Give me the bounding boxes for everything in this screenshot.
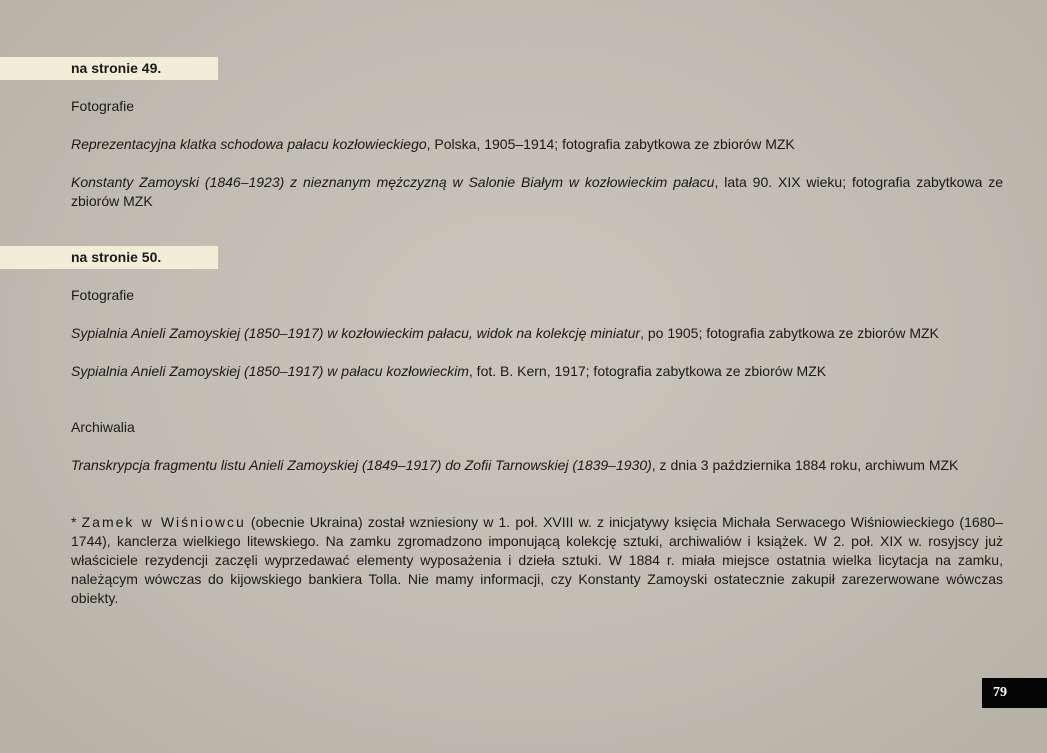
caption-details: , Polska, 1905–1914; fotografia zabytkowa ze zbiorów MZK [426, 136, 795, 152]
section-header-page-49 [0, 57, 218, 80]
caption-details: , lata 90. XIX wieku; fotografia zabytkowa ze zbiorów MZK [71, 174, 1004, 209]
caption-entry [71, 173, 1003, 211]
caption-details: , fot. B. Kern, 1917; fotografia zabytkowa ze zbiorów MZK [468, 363, 827, 379]
caption-title: Sypialnia Anieli Zamoyskiej (1850–1917) w kozłowieckim pałacu, widok na kolekcję miniatur [71, 325, 641, 341]
page-number: 79 [993, 685, 1007, 700]
caption-entry [71, 324, 1003, 343]
caption-entry [71, 362, 1003, 381]
caption-entry [71, 135, 1003, 154]
footnote-text: (obecnie Ukraina) został wzniesiony w 1. poł. XVIII w. z inicjatywy księcia Michała Serwacego Wiśniowieckiego (1680–1744), kanclerza wielkiego litewskiego. Na zamku zgromadzono imponującą kolekcję sztuki, archiwaliów i książek. W 2. poł. XIX w. rosyjscy już właściciele rezydencji zaczęli wyprzedawać elementy wyposażenia i dzieła sztuki. W 1884 r. miała miejsce ostatnia wielka licytacja na zamku, należącym wówczas do kijowskiego bankiera Tolla. Nie mamy informacji, czy Konstanty Zamoyski ostatecznie zakupił zarezerwowane wówczas obiekty. [71, 514, 1004, 606]
caption-entry [71, 456, 1003, 475]
page-number-box [982, 678, 1047, 708]
footnote [71, 513, 1003, 608]
caption-title: Konstanty Zamoyski (1846–1923) z nieznanym mężczyzną w Salonie Białym w kozłowieckim pałacu [71, 174, 715, 190]
caption-title: Transkrypcja fragmentu listu Anieli Zamoyskiej (1849–1917) do Zofii Tarnowskiej (1839–1930) [71, 457, 652, 473]
category-label: Fotografie [71, 287, 135, 303]
category-label: Fotografie [71, 98, 135, 114]
section-header-page-50 [0, 246, 218, 269]
category-label: Archiwalia [71, 419, 135, 435]
section-header-label: na stronie 50. [71, 249, 162, 265]
caption-details: , z dnia 3 października 1884 roku, archiwum MZK [651, 457, 959, 473]
section-header-label: na stronie 49. [71, 60, 162, 76]
footnote-name: Zamek w Wiśniowcu [81, 514, 246, 530]
caption-details: , po 1905; fotografia zabytkowa ze zbiorów MZK [640, 325, 939, 341]
caption-title: Sypialnia Anieli Zamoyskiej (1850–1917) w pałacu kozłowieckim [71, 363, 469, 379]
footnote-marker: * [71, 514, 82, 530]
caption-title: Reprezentacyjna klatka schodowa pałacu kozłowieckiego [71, 136, 427, 152]
